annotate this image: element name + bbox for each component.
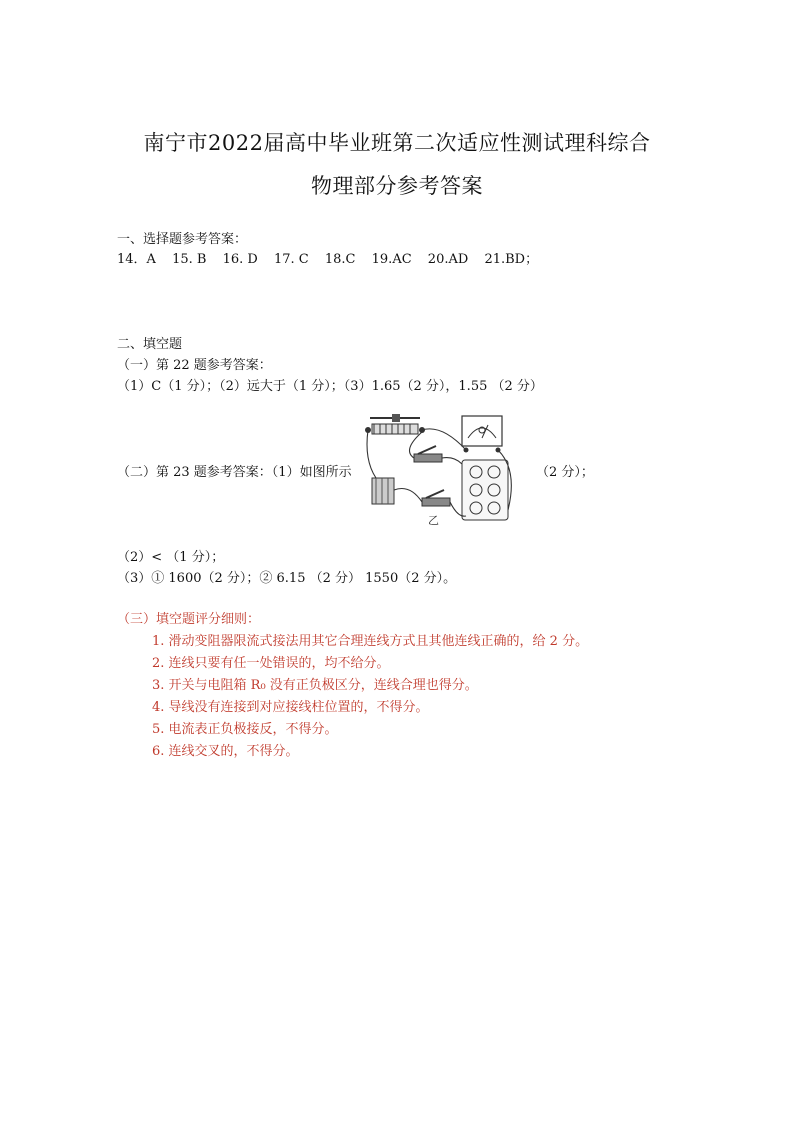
mc-answer-21: 21.BD； bbox=[484, 252, 539, 267]
q22-heading: （一）第 22 题参考答案： bbox=[117, 358, 272, 373]
section3-heading: （三）填空题评分细则： bbox=[117, 612, 261, 627]
rubric-item: 1. 滑动变阻器限流式接法用其它合理连线方式且其他连线正确的，给 2 分。 bbox=[152, 634, 589, 649]
q23-part2: （2）< （1 分）； bbox=[117, 550, 225, 565]
rubric-item: 2. 连线只要有任一处错误的，均不给分。 bbox=[152, 656, 390, 671]
mc-answer-15: 15. B bbox=[172, 252, 207, 267]
page-subtitle: 物理部分参考答案 bbox=[311, 174, 483, 198]
circuit-label: 乙 bbox=[428, 514, 439, 527]
section2-heading: 二、填空题 bbox=[117, 337, 183, 352]
rubric-item: 5. 电流表正负极接反，不得分。 bbox=[152, 722, 338, 737]
section1-heading: 一、选择题参考答案： bbox=[117, 232, 248, 247]
q23-part3: （3）① 1600（2 分）；② 6.15 （2 分） 1550（2 分）。 bbox=[117, 571, 457, 586]
mc-answers bbox=[117, 248, 550, 267]
mc-answer-19: 19.AC bbox=[371, 252, 412, 267]
mc-answer-16: 16. D bbox=[222, 252, 258, 267]
mc-answer-14: 14．A bbox=[117, 252, 156, 267]
mc-answer-17: 17. C bbox=[273, 252, 309, 267]
mc-answer-18: 18.C bbox=[324, 252, 356, 267]
resistance-box-icon bbox=[462, 460, 508, 520]
q22-answer: （1）C（1 分）；（2）远大于（1 分）；（3）1.65（2 分），1.55 （2 分） bbox=[117, 379, 543, 394]
switch-icon bbox=[414, 446, 442, 462]
q23-lead: （二）第 23 题参考答案：（1）如图所示 bbox=[117, 465, 352, 480]
battery-icon bbox=[372, 478, 394, 504]
rubric-item: 6. 连线交叉的，不得分。 bbox=[152, 744, 299, 759]
ammeter-icon bbox=[462, 416, 502, 453]
rubric-item: 3. 开关与电阻箱 R₀ 没有正负极区分，连线合理也得分。 bbox=[152, 678, 478, 693]
switch-icon bbox=[422, 490, 450, 506]
page-title: 南宁市2022届高中毕业班第二次适应性测试理科综合 bbox=[143, 131, 651, 155]
circuit-diagram bbox=[362, 410, 522, 528]
mc-answer-20: 20.AD bbox=[427, 252, 469, 267]
rheostat-icon bbox=[365, 414, 425, 434]
rubric-item: 4. 导线没有连接到对应接线柱位置的，不得分。 bbox=[152, 700, 429, 715]
q23-tail: （2 分）； bbox=[536, 465, 594, 480]
